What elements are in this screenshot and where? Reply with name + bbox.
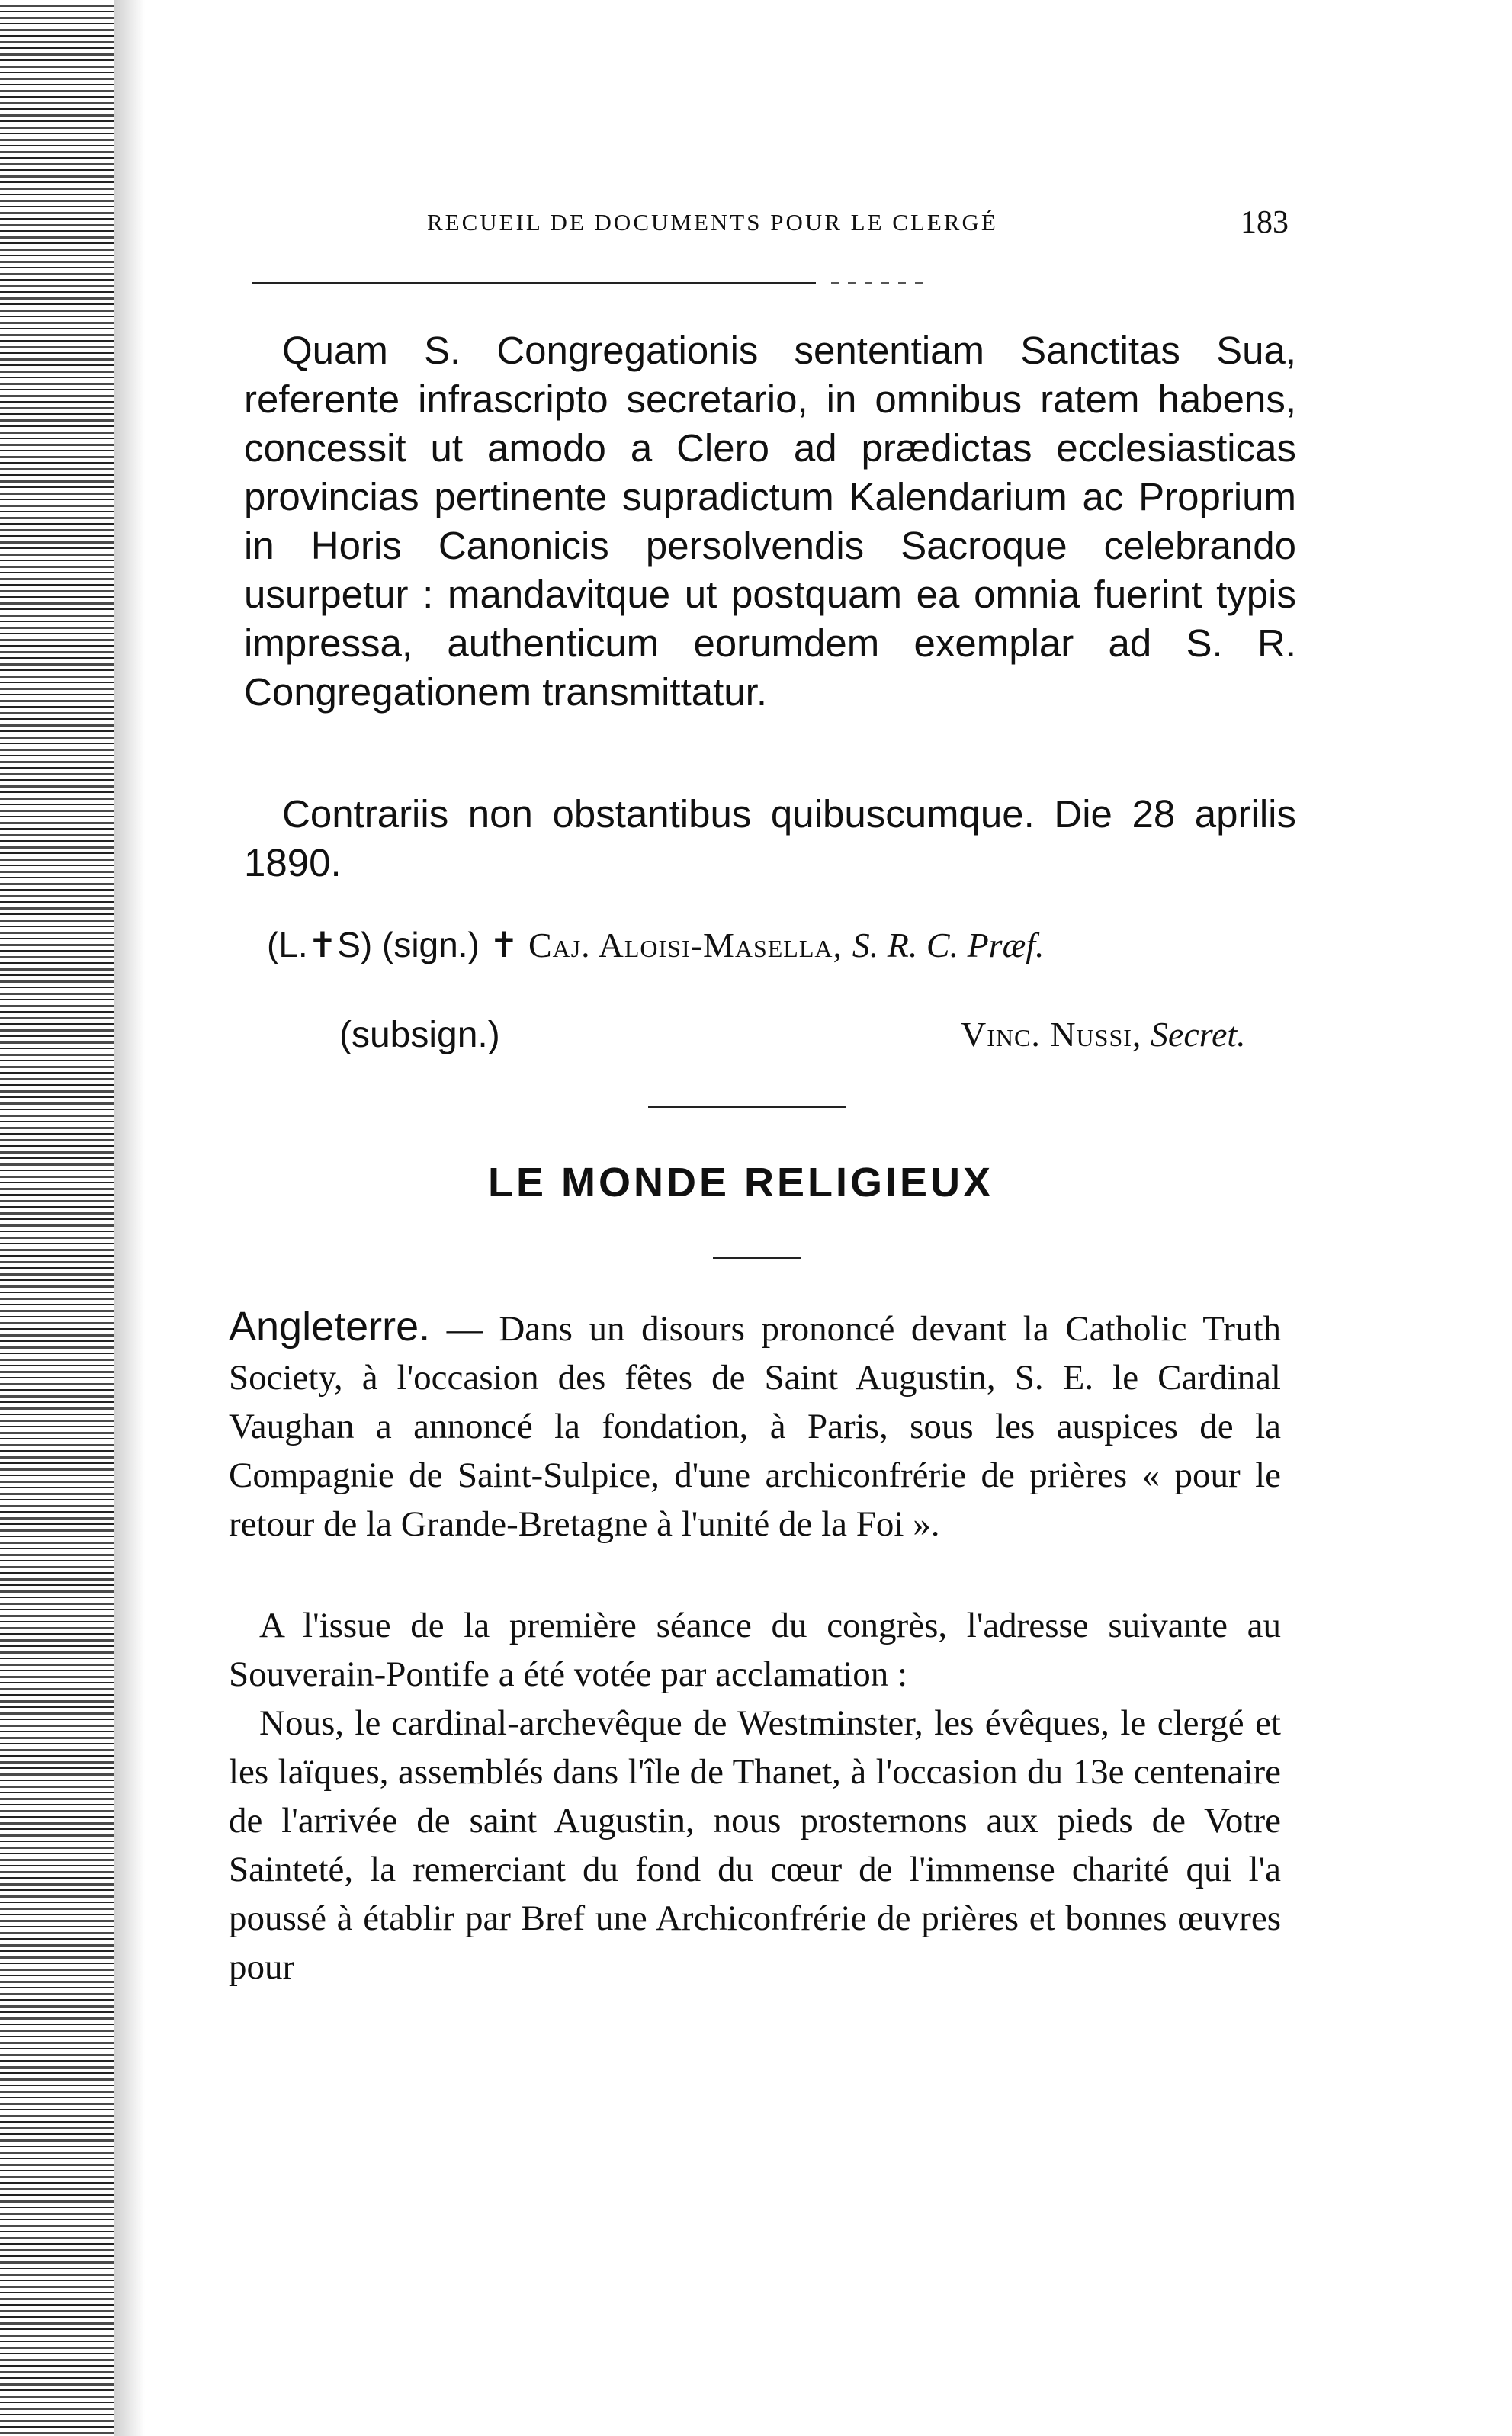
page-number: 183 [1241, 205, 1289, 240]
header-rule-solid [252, 282, 816, 284]
paragraph-decree [244, 326, 1296, 717]
secretary-name: Vinc. Nussi, [961, 1015, 1142, 1054]
paragraph-issue-text: A l'issue de la première séance du congrès, l'adresse suivante au Souverain-Pontife a été votée par acclamation : [229, 1606, 1281, 1694]
paragraph-lead-word: Angleterre. [229, 1304, 431, 1350]
section-rule-bottom [713, 1257, 801, 1259]
paragraph-adresse [229, 1699, 1281, 1991]
seal-mark: (L.✝S) [267, 925, 373, 964]
paragraph-angleterre-text: — Dans un disours prononcé devant la Catholic Truth Society, à l'occasion des fêtes de Saint Augustin, S. E. le Cardinal Vaughan a annoncé la fondation, à Paris, sous les auspices de la Compagnie de Saint-Sulpice, d'une archiconfrérie de prières « pour le retour de la Grande-Bretagne à l'unité de la Foi ». [229, 1309, 1282, 1544]
paragraph-angleterre [229, 1302, 1281, 1549]
section-title: LE MONDE RELIGIEUX [488, 1160, 994, 1205]
book-binding-edge [0, 0, 114, 2436]
header-rule [252, 282, 915, 285]
sign-mark: (sign.) [382, 925, 480, 964]
cross-icon: ✝ [489, 925, 519, 964]
secretary-title: Secret. [1150, 1015, 1246, 1054]
prefect-title: S. R. C. Præf. [852, 926, 1045, 964]
section-rule-top [648, 1106, 846, 1108]
paragraph-indent [244, 329, 282, 372]
running-title: RECUEIL DE DOCUMENTS POUR LE CLERGÉ [427, 209, 998, 236]
running-head [427, 204, 1289, 242]
paragraph-indent [244, 792, 282, 836]
subsign-mark: (subsign.) [339, 1015, 500, 1055]
paragraph-contrariis [244, 790, 1296, 887]
paragraph-issue [229, 1601, 1281, 1699]
paragraph-indent [229, 1703, 259, 1743]
signature-prefect [267, 924, 1045, 965]
prefect-name: Caj. Aloisi-Masella, [528, 926, 843, 964]
paragraph-decree-text: Quam S. Congregationis sententiam Sanctitas Sua, referente infrascripto secretario, in omnibus ratem habens, concessit ut amodo a Clero ad prædictas ecclesiasticas provincias pertinente supradictum Kalendarium ac Proprium in Horis Canonicis persolvendis Sacroque celebrando usurpetur : mandavitque ut postquam ea omnia fuerint typis impressa, authenticum eorumdem exemplar ad S. R. Congregationem transmittatur. [244, 329, 1296, 714]
header-rule-dashed [831, 282, 930, 284]
paragraph-indent [229, 1606, 259, 1645]
signature-secretary [961, 1014, 1246, 1054]
paragraph-adresse-text: Nous, le cardinal-archevêque de Westminster, les évêques, le clergé et les laïques, assemblés dans l'île de Thanet, à l'occasion du 13e centenaire de l'arrivée de saint Augustin, nous prosternons aux pieds de Votre Sainteté, la remerciant du fond du cœur de l'immense charité qui l'a poussé à établir par Bref une Archiconfrérie de prières et bonnes œuvres pour [229, 1703, 1281, 1987]
paragraph-contrariis-text: Contrariis non obstantibus quibuscumque. Die 28 aprilis 1890. [244, 792, 1296, 884]
